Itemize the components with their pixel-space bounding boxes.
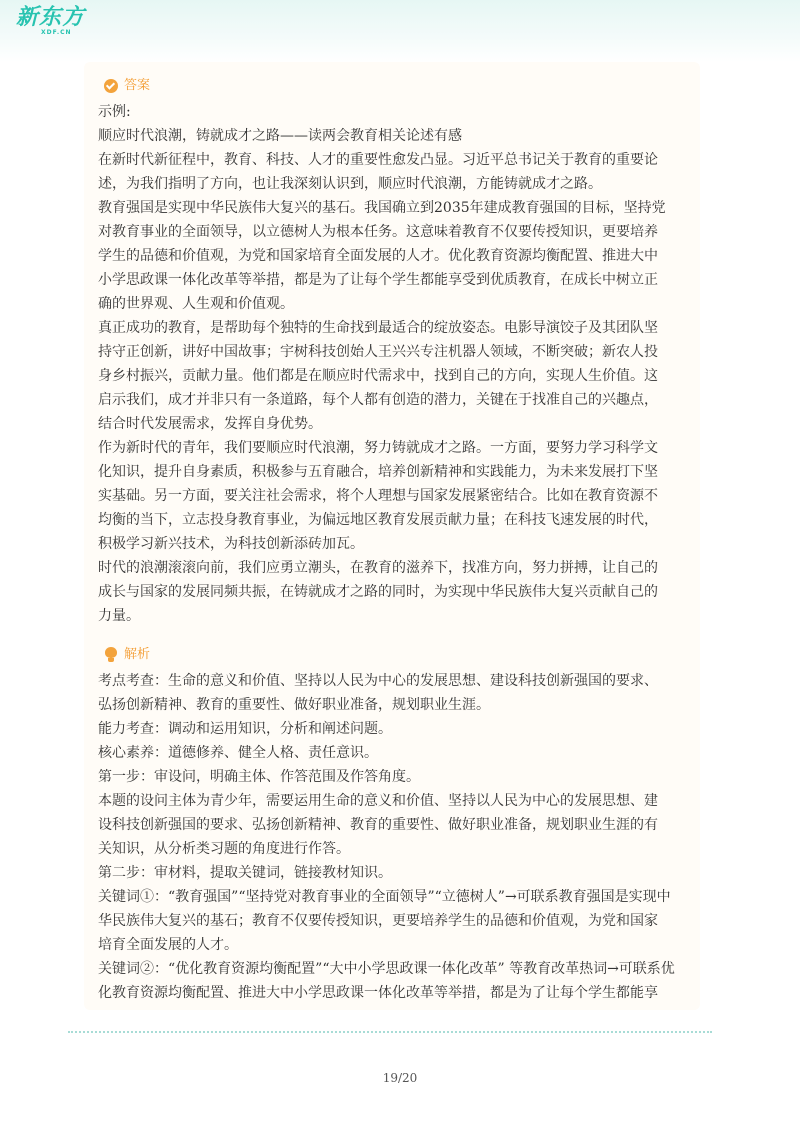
answer-line: 对教育事业的全面领导，以立德树人为根本任务。这意味着教育不仅要传授知识，更要培养 xyxy=(98,224,658,240)
answer-section-header xyxy=(104,76,150,96)
analysis-body xyxy=(98,669,682,1005)
brand-logo xyxy=(16,6,86,40)
answer-line: 作为新时代的青年，我们要顺应时代浪潮，努力铸就成才之路。一方面，要努力学习科学文 xyxy=(98,440,658,456)
lightbulb-icon xyxy=(104,647,118,663)
answer-line: 身乡村振兴，贡献力量。他们都是在顺应时代需求中，找到自己的方向，实现人生价值。这 xyxy=(98,368,658,384)
answer-line: 时代的浪潮滚滚向前，我们应勇立潮头，在教育的滋养下，找准方向，努力拼搏，让自己的 xyxy=(98,560,658,576)
analysis-line: 化教育资源均衡配置、推进大中小学思政课一体化改革等举措，都是为了让每个学生都能享 xyxy=(98,985,658,1001)
analysis-line: 关键词②：“优化教育资源均衡配置”“大中小学思政课一体化改革” 等教育改革热词→可联系优 xyxy=(98,961,675,977)
answer-line: 学生的品德和价值观，为党和国家培育全面发展的人才。优化教育资源均衡配置、推进大中 xyxy=(98,248,658,264)
analysis-line: 能力考查：调动和运用知识，分析和阐述问题。 xyxy=(98,721,392,737)
analysis-line: 弘扬创新精神、教育的重要性、做好职业准备，规划职业生涯。 xyxy=(98,697,490,713)
answer-line: 实基础。另一方面，要关注社会需求，将个人理想与国家发展紧密结合。比如在教育资源不 xyxy=(98,488,658,504)
header-band xyxy=(0,0,800,62)
answer-body xyxy=(98,100,682,628)
answer-line: 示例: xyxy=(98,104,131,120)
answer-line: 力量。 xyxy=(98,608,140,624)
answer-line: 成长与国家的发展同频共振，在铸就成才之路的同时，为实现中华民族伟大复兴贡献自己的 xyxy=(98,584,658,600)
analysis-line: 培育全面发展的人才。 xyxy=(98,937,238,953)
answer-line: 述，为我们指明了方向，也让我深刻认识到，顺应时代浪潮，方能铸就成才之路。 xyxy=(98,176,602,192)
analysis-line: 关键词①：“教育强国”“坚持党对教育事业的全面领导”“立德树人”→可联系教育强国是实现中 xyxy=(98,889,671,905)
answer-line: 结合时代发展需求，发挥自身优势。 xyxy=(98,416,322,432)
analysis-line: 华民族伟大复兴的基石；教育不仅要传授知识，更要培养学生的品德和价值观，为党和国家 xyxy=(98,913,658,929)
analysis-line: 第二步：审材料，提取关键词，链接教材知识。 xyxy=(98,865,392,881)
answer-line: 均衡的当下，立志投身教育事业，为偏远地区教育发展贡献力量；在科技飞速发展的时代， xyxy=(98,512,658,528)
answer-line: 真正成功的教育，是帮助每个独特的生命找到最适合的绽放姿态。电影导演饺子及其团队坚 xyxy=(98,320,658,336)
analysis-line: 本题的设问主体为青少年，需要运用生命的意义和价值、坚持以人民为中心的发展思想、建 xyxy=(98,793,658,809)
analysis-line: 第一步：审设问，明确主体、作答范围及作答角度。 xyxy=(98,769,420,785)
analysis-label: 解析 xyxy=(124,647,151,662)
answer-line: 持守正创新，讲好中国故事；宇树科技创始人王兴兴专注机器人领域，不断突破；新农人投 xyxy=(98,344,658,360)
check-badge-icon xyxy=(104,79,118,93)
answer-line: 教育强国是实现中华民族伟大复兴的基石。我国确立到2035年建成教育强国的目标，坚持党 xyxy=(98,200,666,216)
logo-text: 新东方 xyxy=(16,5,86,30)
analysis-section-header xyxy=(104,645,150,665)
answer-line: 在新时代新征程中，教育、科技、人才的重要性愈发凸显。习近平总书记关于教育的重要论 xyxy=(98,152,658,168)
answer-line: 小学思政课一体化改革等举措，都是为了让每个学生都能享受到优质教育，在成长中树立正 xyxy=(98,272,658,288)
answer-line: 顺应时代浪潮，铸就成才之路——读两会教育相关论述有感 xyxy=(98,128,462,144)
analysis-line: 考点考查：生命的意义和价值、坚持以人民为中心的发展思想、建设科技创新强国的要求、 xyxy=(98,673,658,689)
answer-label: 答案 xyxy=(124,78,151,93)
answer-line: 启示我们，成才并非只有一条道路，每个人都有创造的潜力，关键在于找准自己的兴趣点， xyxy=(98,392,658,408)
analysis-line: 核心素养：道德修养、健全人格、责任意识。 xyxy=(98,745,378,761)
answer-line: 确的世界观、人生观和价值观。 xyxy=(98,296,294,312)
page-number: 19/20 xyxy=(382,1071,418,1085)
answer-line: 化知识，提升自身素质，积极参与五育融合，培养创新精神和实践能力，为未来发展打下坚 xyxy=(98,464,658,480)
logo-subtext: XDF.CN xyxy=(41,29,72,36)
footer-divider xyxy=(68,1031,712,1033)
answer-line: 积极学习新兴技术，为科技创新添砖加瓦。 xyxy=(98,536,364,552)
analysis-line: 设科技创新强国的要求、弘扬创新精神、教育的重要性、做好职业准备，规划职业生涯的有 xyxy=(98,817,658,833)
analysis-line: 关知识，从分析类习题的角度进行作答。 xyxy=(98,841,350,857)
